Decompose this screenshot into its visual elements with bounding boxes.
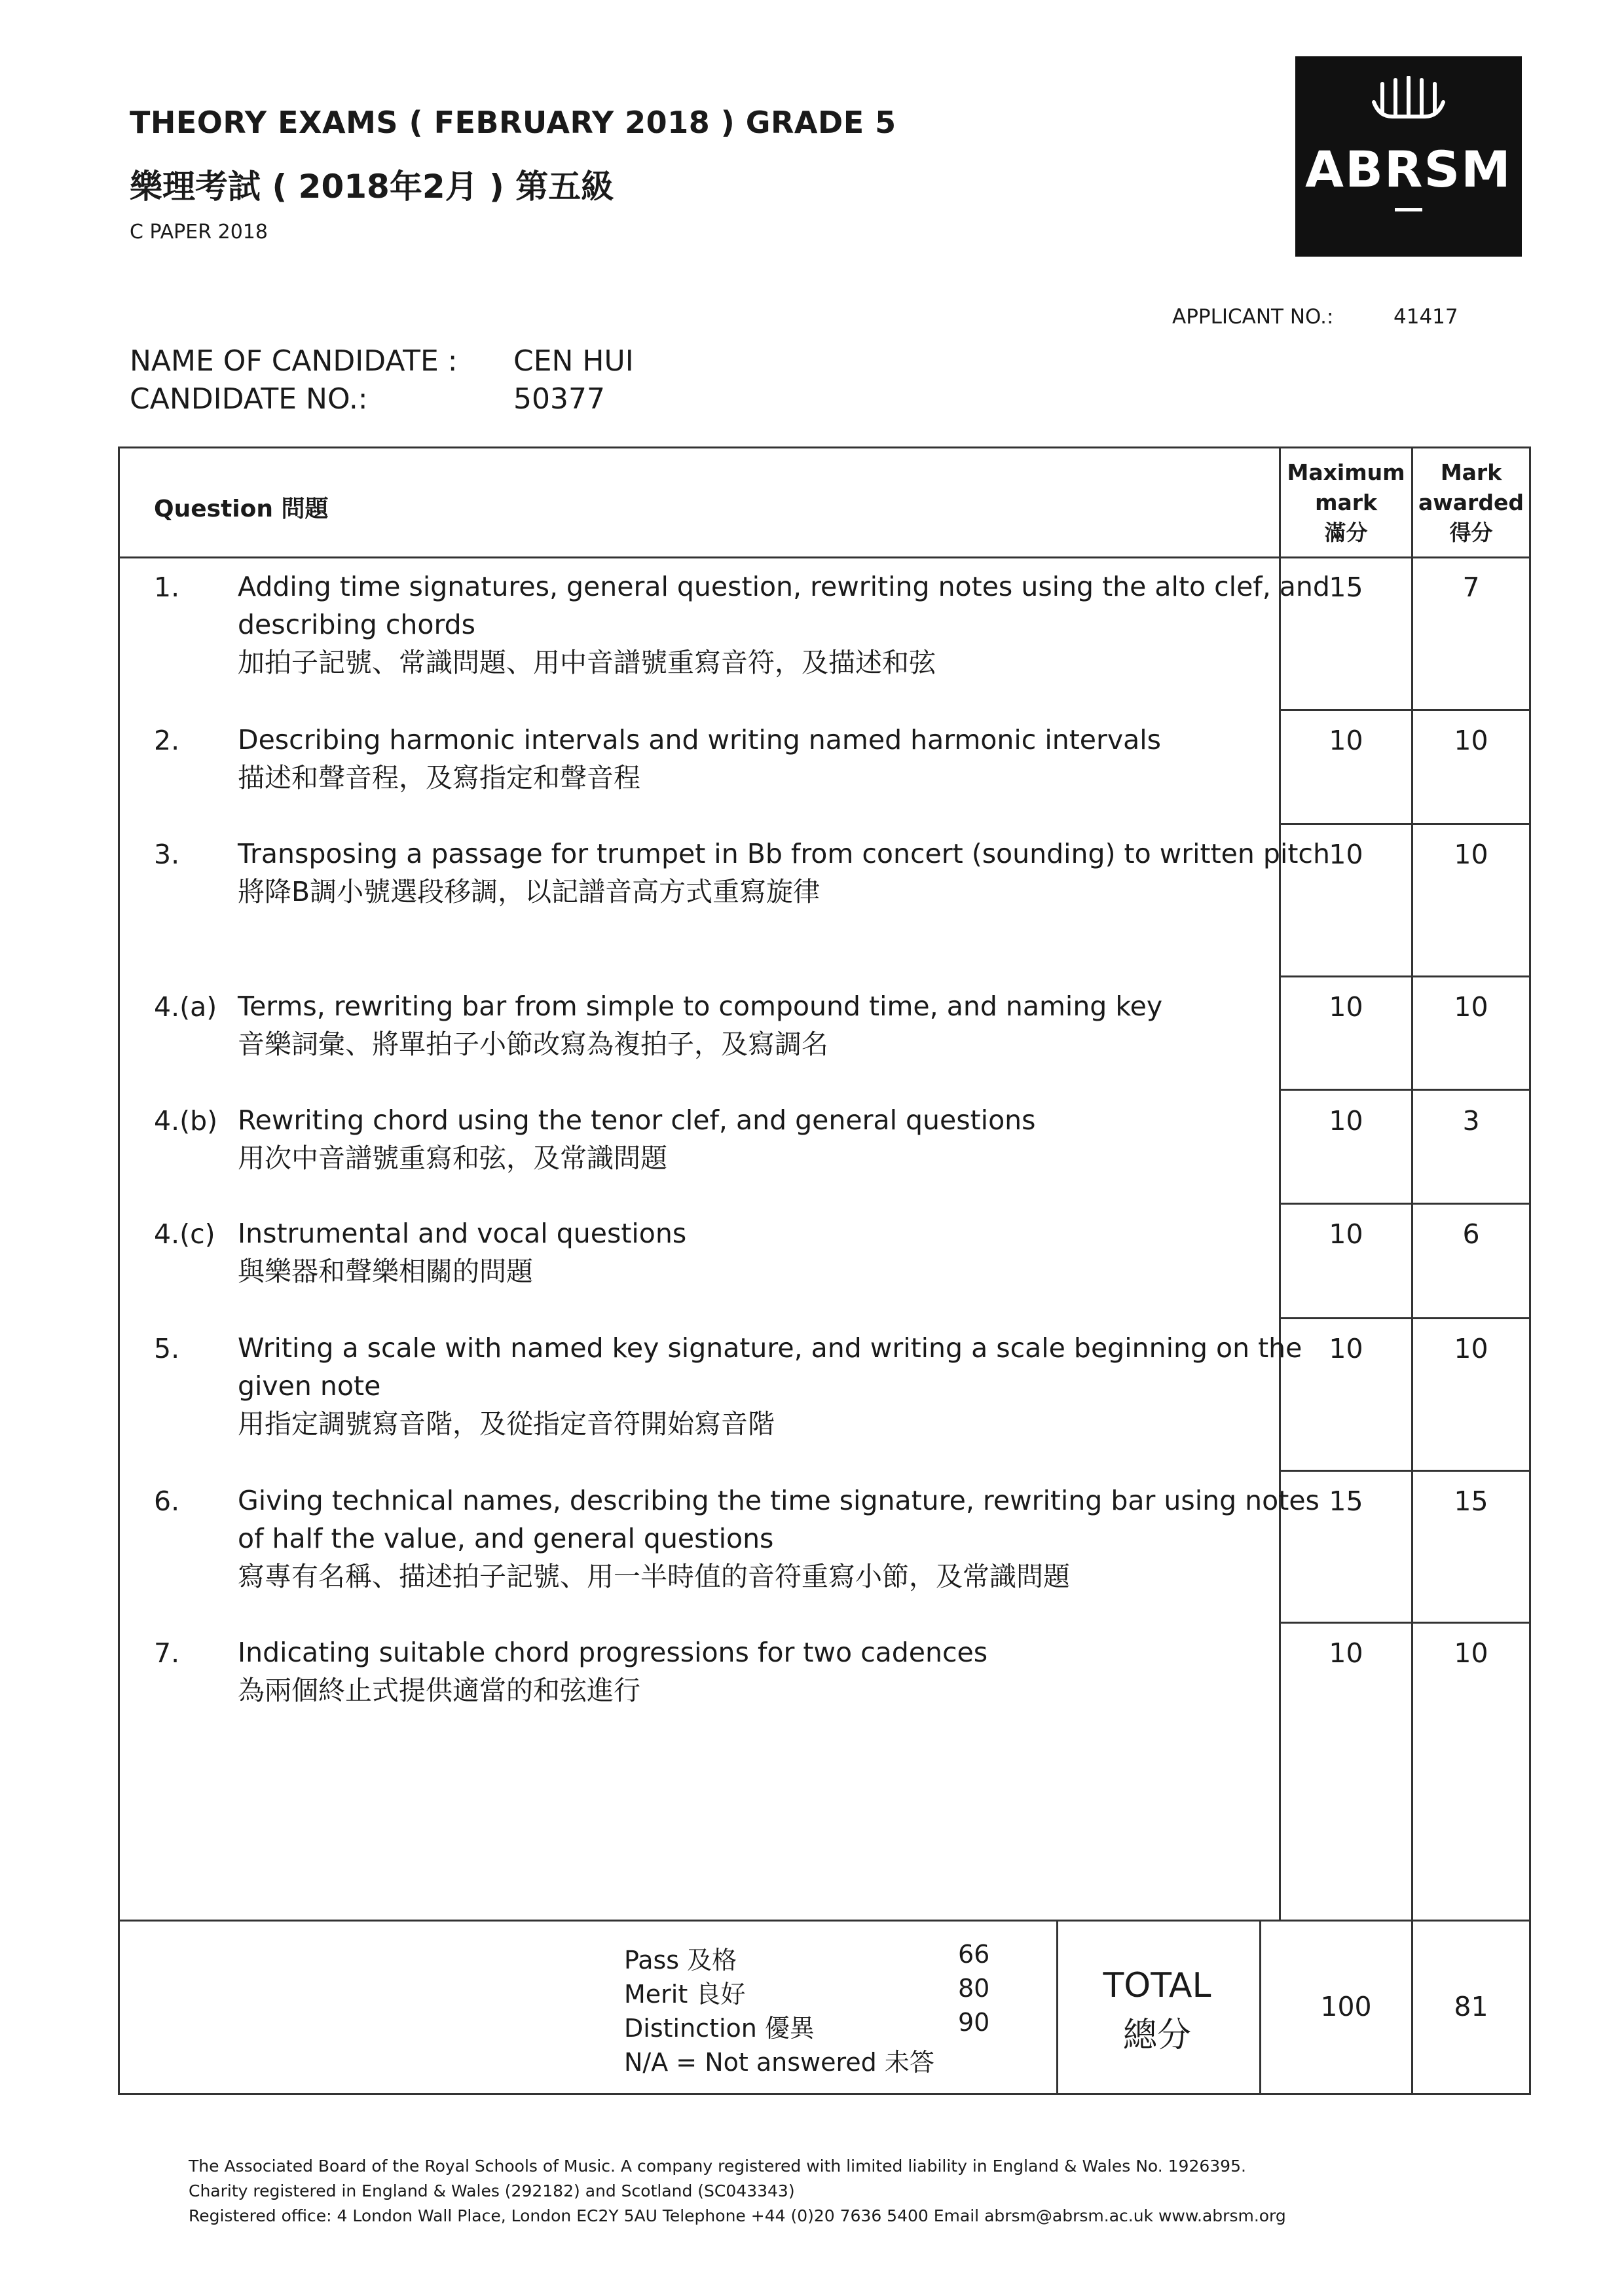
question-text-en: Instrumental and vocal questions (238, 1218, 687, 1249)
total-max-mark: 100 (1320, 1991, 1372, 2022)
mark-awarded: 7 (1462, 572, 1480, 603)
max-mark: 15 (1329, 1485, 1363, 1517)
footer-line: Registered office: 4 London Wall Place, London EC2Y 5AU Telephone +44 (0)20 7636 5400 Email abrsm@abrsm.ac.uk www.abrsm.org (189, 2206, 1286, 2225)
applicant-label: APPLICANT NO.: (1172, 305, 1334, 329)
question-description (238, 721, 1351, 797)
question-text-zh: 音樂詞彙、將單拍子小節改寫為複拍子，及寫調名 (238, 1029, 828, 1060)
question-text-zh: 將降B調小號選段移調，以記譜音高方式重寫旋律 (238, 876, 821, 907)
question-number: 5. (154, 1333, 180, 1364)
mark-awarded-header (1413, 458, 1529, 548)
grade-label-distinction: Distinction 優異 (624, 2014, 815, 2043)
question-number: 1. (154, 572, 180, 603)
max-mark: 15 (1329, 572, 1363, 603)
question-description (238, 1214, 1351, 1290)
total-label-en: TOTAL (1103, 1966, 1211, 2005)
max-mark: 10 (1329, 1218, 1363, 1250)
question-description (238, 1482, 1351, 1595)
question-text-zh: 用指定調號寫音階，及從指定音符開始寫音階 (238, 1408, 775, 1440)
question-description (238, 1329, 1351, 1443)
not-answered-note: N/A = Not answered 未答 (624, 2048, 934, 2077)
logo-wordmark: ABRSM (1305, 140, 1512, 198)
question-header: Question 問題 (154, 496, 329, 522)
grade-label-merit: Merit 良好 (624, 1980, 746, 2009)
max-mark: 10 (1329, 991, 1363, 1023)
question-description (238, 835, 1351, 911)
logo-bar (1395, 208, 1422, 211)
row-divider (1279, 823, 1529, 825)
total-label-zh: 總分 (1122, 2016, 1191, 2055)
grade-value-distinction: 90 (958, 2008, 990, 2037)
mark-awarded: 3 (1462, 1105, 1480, 1137)
question-text-en: Describing harmonic intervals and writing named harmonic intervals (238, 724, 1162, 756)
mark-awarded-header-en1: Mark (1440, 460, 1502, 485)
row-divider (1279, 975, 1529, 977)
mark-awarded: 10 (1454, 725, 1488, 756)
mark-awarded: 10 (1454, 1333, 1488, 1364)
footer-line: The Associated Board of the Royal Schools of Music. A company registered with limited liability in England & Wales No. 1926395. (189, 2157, 1246, 2176)
row-divider (1279, 709, 1529, 711)
totals-divider (120, 1920, 1529, 1922)
question-text-zh: 描述和聲音程，及寫指定和聲音程 (238, 762, 640, 793)
question-text-en: Writing a scale with named key signature, and writing a scale beginning on the given note (238, 1332, 1302, 1402)
crown-icon (1295, 76, 1522, 131)
max-mark-header-en2: mark (1315, 490, 1377, 515)
question-number: 6. (154, 1485, 180, 1517)
row-divider (1279, 1203, 1529, 1205)
question-text-zh: 用次中音譜號重寫和弦，及常識問題 (238, 1142, 667, 1174)
question-text-zh: 為兩個終止式提供適當的和弦進行 (238, 1675, 640, 1706)
exam-title-zh: 樂理考試 ( 2018年2月 ) 第五級 (130, 168, 614, 206)
question-text-en: Terms, rewriting bar from simple to compound time, and naming key (238, 991, 1163, 1022)
footer-line: Charity registered in England & Wales (292182) and Scotland (SC043343) (189, 2181, 795, 2200)
column-divider (1259, 1920, 1261, 2093)
total-label (1056, 1961, 1258, 2060)
question-description (238, 987, 1351, 1063)
question-text-zh: 寫專有名稱、描述拍子記號、用一半時值的音符重寫小節，及常識問題 (238, 1561, 1070, 1592)
question-text-zh: 與樂器和聲樂相關的問題 (238, 1256, 533, 1287)
question-text-en: Rewriting chord using the tenor clef, and general questions (238, 1104, 1036, 1136)
question-description (238, 568, 1351, 682)
row-divider (1279, 1317, 1529, 1319)
question-number: 7. (154, 1637, 180, 1669)
max-mark: 10 (1329, 725, 1363, 756)
exam-title-en: THEORY EXAMS ( FEBRUARY 2018 ) GRADE 5 (130, 105, 896, 140)
question-number: 2. (154, 725, 180, 756)
max-mark: 10 (1329, 839, 1363, 870)
question-number: 4.(b) (154, 1105, 218, 1137)
max-mark-header (1281, 458, 1411, 548)
question-text-en: Indicating suitable chord progressions for two cadences (238, 1637, 988, 1668)
column-divider (1411, 448, 1413, 2093)
abrsm-logo (1295, 56, 1522, 257)
mark-awarded: 10 (1454, 839, 1488, 870)
max-mark: 10 (1329, 1333, 1363, 1364)
question-number: 4.(a) (154, 991, 217, 1023)
mark-awarded: 15 (1454, 1485, 1488, 1517)
total-mark-awarded: 81 (1454, 1991, 1488, 2022)
mark-awarded: 10 (1454, 991, 1488, 1023)
question-text-zh: 加拍子記號、常識問題、用中音譜號重寫音符，及描述和弦 (238, 647, 936, 678)
candidate-name: CEN HUI (513, 344, 634, 378)
candidate-number: 50377 (513, 382, 605, 416)
mark-awarded: 10 (1454, 1637, 1488, 1669)
row-divider (1279, 1089, 1529, 1091)
results-table (118, 446, 1531, 2095)
candidate-number-label: CANDIDATE NO.: (130, 382, 368, 416)
mark-awarded-header-en2: awarded (1418, 490, 1524, 515)
footer (189, 2154, 1286, 2229)
question-text-en: Adding time signatures, general question, rewriting notes using the alto clef, and describing chords (238, 571, 1330, 640)
grade-label-pass: Pass 及格 (624, 1946, 737, 1975)
max-mark: 10 (1329, 1637, 1363, 1669)
row-divider (1279, 1622, 1529, 1624)
header-divider (120, 556, 1529, 558)
question-number: 3. (154, 839, 180, 870)
max-mark-header-en1: Maximum (1287, 460, 1405, 485)
question-text-en: Giving technical names, describing the time signature, rewriting bar using notes of half the value, and general questions (238, 1485, 1320, 1554)
mark-awarded: 6 (1462, 1218, 1480, 1250)
question-number: 4.(c) (154, 1218, 215, 1250)
question-description (238, 1101, 1351, 1177)
grade-value-pass: 66 (958, 1940, 990, 1969)
row-divider (1279, 1470, 1529, 1472)
applicant-number: 41417 (1393, 305, 1458, 329)
max-mark: 10 (1329, 1105, 1363, 1137)
mark-awarded-header-zh: 得分 (1449, 520, 1493, 545)
question-description (238, 1633, 1351, 1709)
grade-value-merit: 80 (958, 1974, 990, 2003)
paper-code: C PAPER 2018 (130, 221, 268, 244)
question-text-en: Transposing a passage for trumpet in Bb from concert (sounding) to written pitch (238, 838, 1330, 869)
max-mark-header-zh: 滿分 (1324, 520, 1368, 545)
candidate-name-label: NAME OF CANDIDATE : (130, 344, 458, 378)
